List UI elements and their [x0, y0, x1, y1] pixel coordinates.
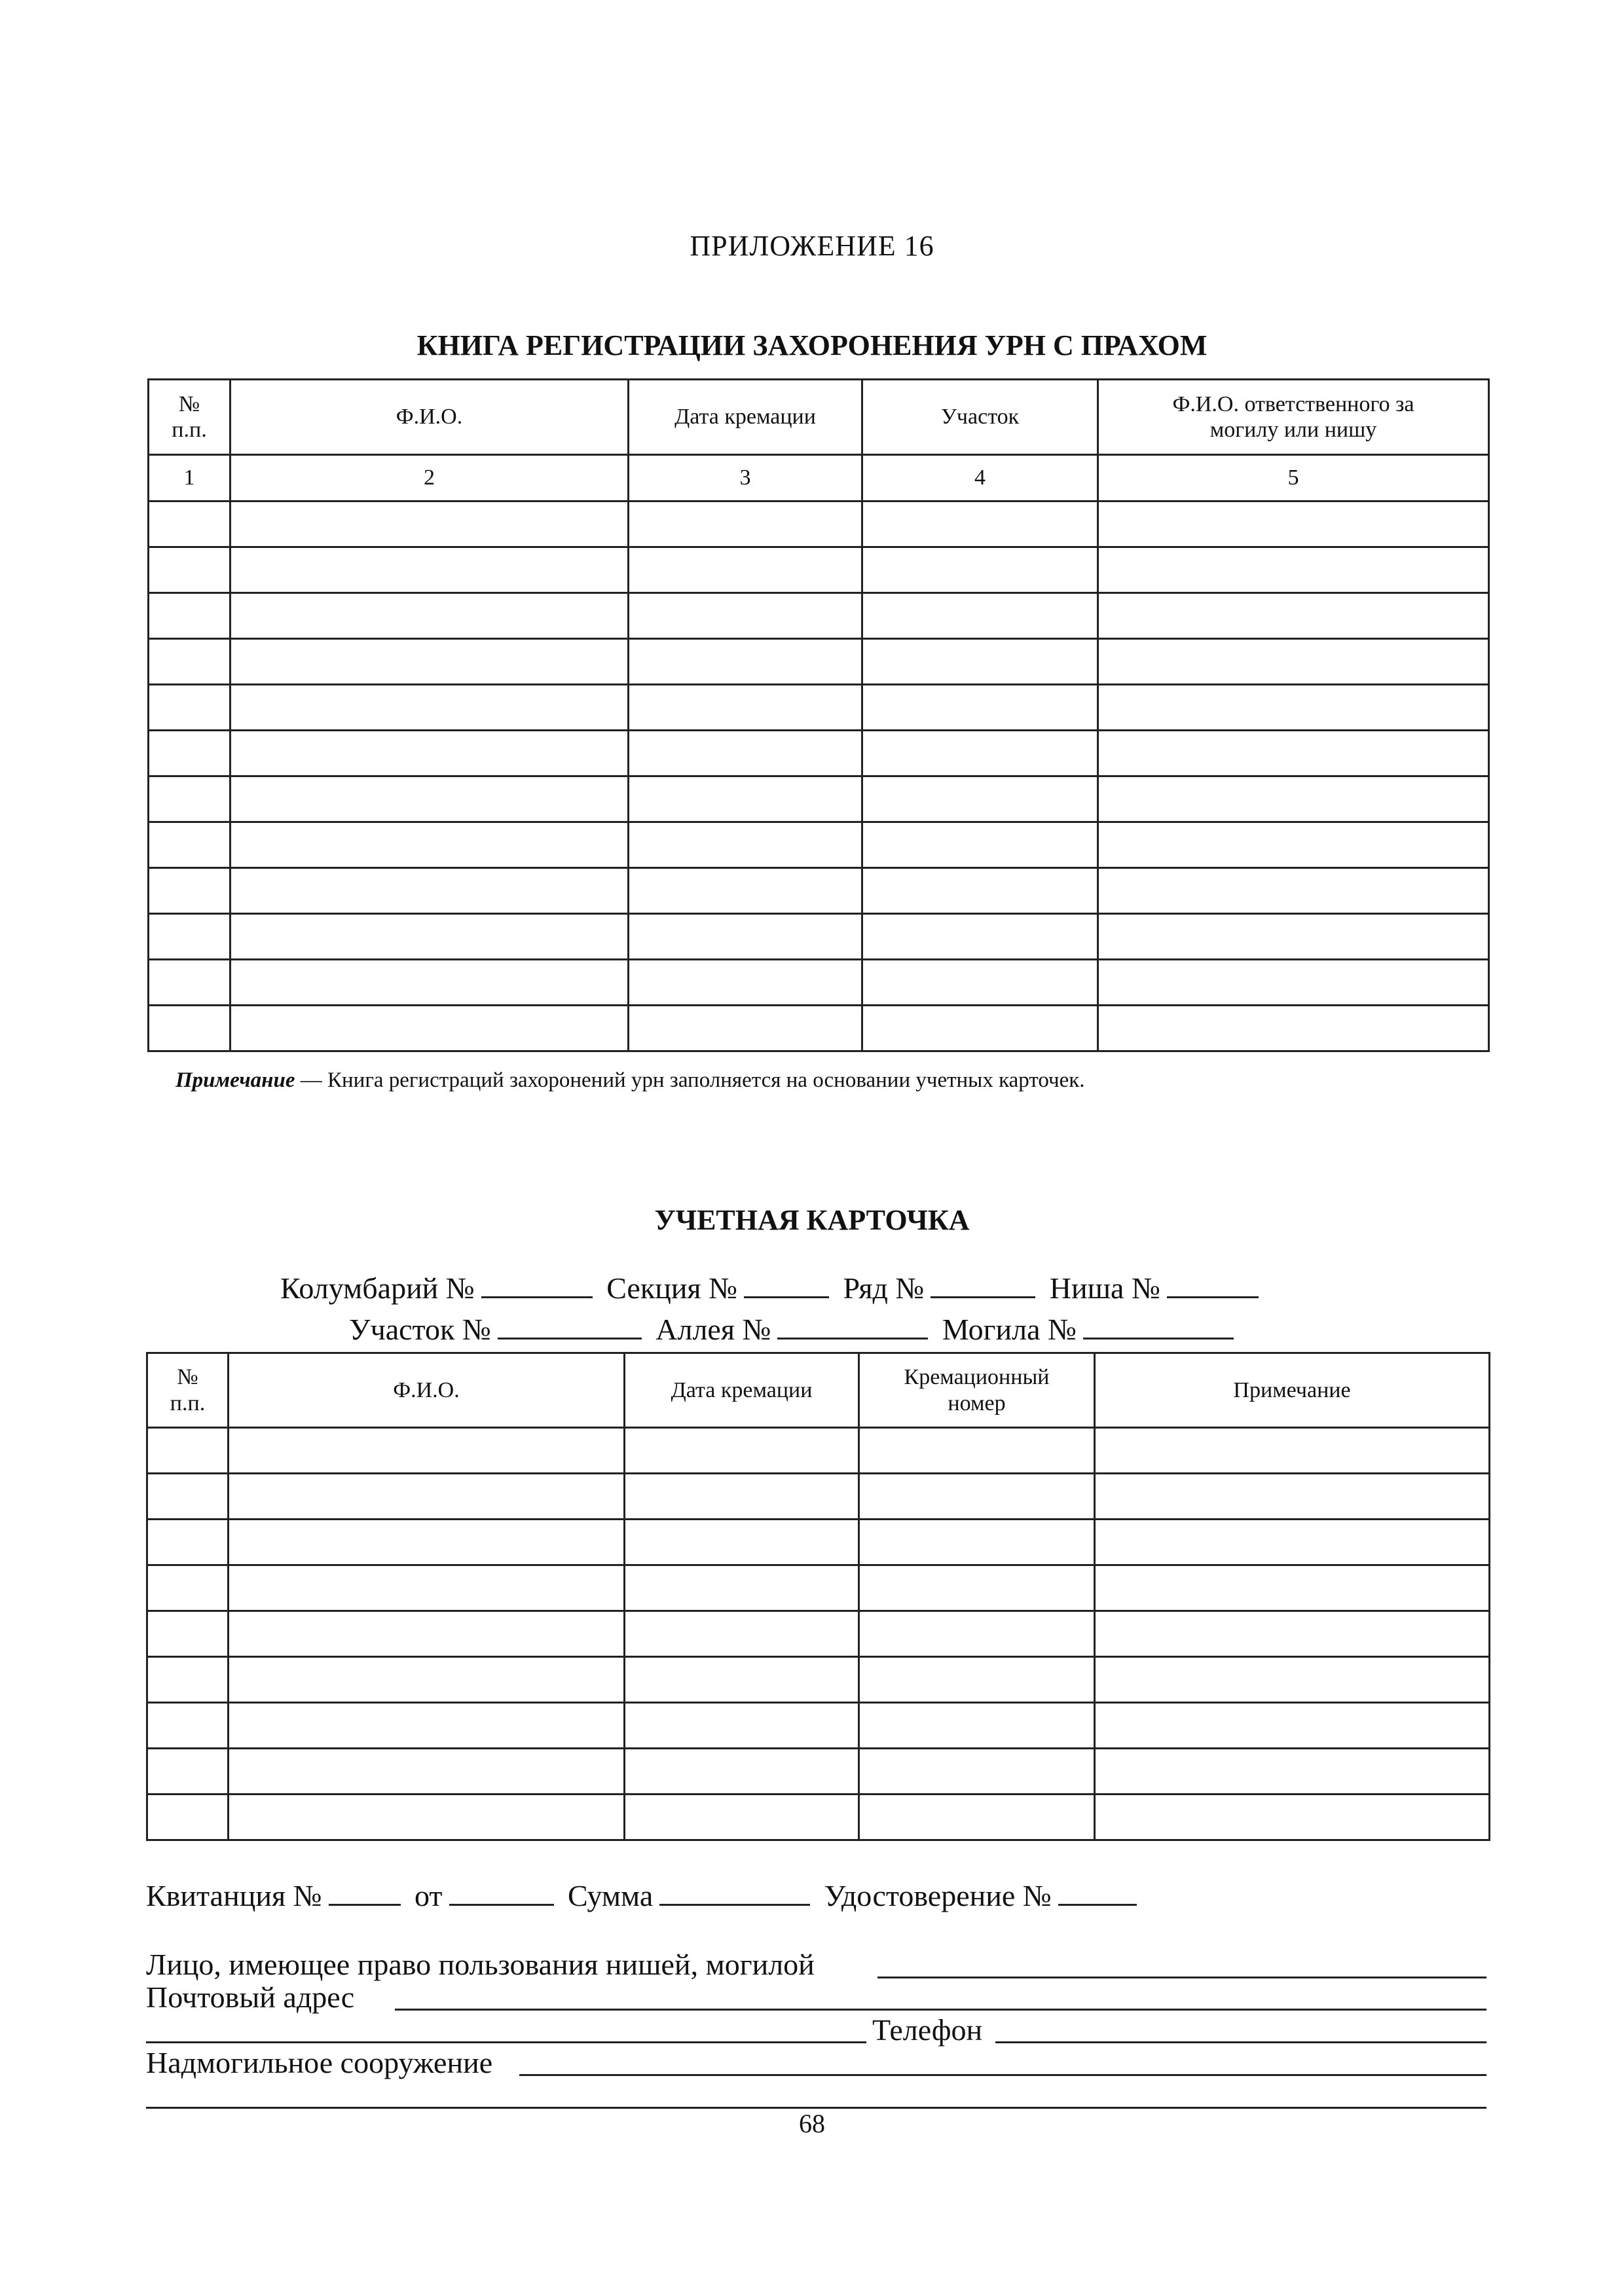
table-cell[interactable]	[859, 1657, 1095, 1703]
appendix-title: ПРИЛОЖЕНИЕ 16	[690, 230, 934, 262]
table-cell[interactable]	[231, 501, 629, 547]
table-cell[interactable]	[862, 547, 1098, 593]
table-row	[149, 822, 1489, 868]
column-number: 4	[862, 455, 1098, 501]
header-number: № п.п.	[149, 380, 231, 455]
table-cell[interactable]	[147, 1565, 229, 1611]
table-cell[interactable]	[231, 960, 629, 1006]
table-header-row	[149, 380, 1489, 455]
phone-label: Телефон	[872, 2013, 983, 2047]
table-cell[interactable]	[149, 822, 231, 868]
table-cell[interactable]	[629, 501, 862, 547]
table-cell[interactable]	[229, 1474, 625, 1520]
column-number: 1	[149, 455, 231, 501]
table-cell[interactable]	[229, 1657, 625, 1703]
table-row	[147, 1474, 1490, 1520]
table-cell[interactable]	[629, 593, 862, 639]
table-row	[149, 868, 1489, 914]
table-cell[interactable]	[859, 1749, 1095, 1795]
table-cell[interactable]	[1098, 639, 1489, 685]
alley-label: Аллея №	[655, 1313, 771, 1346]
table-cell[interactable]	[625, 1749, 859, 1795]
date-field[interactable]	[449, 1878, 554, 1906]
table-cell[interactable]	[1095, 1749, 1490, 1795]
table-cell[interactable]	[859, 1611, 1095, 1657]
phone-field[interactable]	[995, 2041, 1486, 2043]
table-cell[interactable]	[1095, 1565, 1490, 1611]
table-cell[interactable]	[149, 639, 231, 685]
table-cell[interactable]	[1095, 1795, 1490, 1840]
note-dash: —	[295, 1068, 327, 1092]
person-field[interactable]	[877, 1977, 1486, 1978]
table-cell[interactable]	[629, 685, 862, 731]
table-cell[interactable]	[231, 685, 629, 731]
table-cell[interactable]	[625, 1657, 859, 1703]
table-cell[interactable]	[229, 1795, 625, 1840]
alley-field[interactable]	[777, 1311, 928, 1339]
table-cell[interactable]	[629, 731, 862, 776]
section-label: Секция №	[606, 1271, 737, 1305]
table-cell[interactable]	[149, 685, 231, 731]
table-cell[interactable]	[625, 1474, 859, 1520]
table-cell[interactable]	[1095, 1474, 1490, 1520]
table-cell[interactable]	[149, 776, 231, 822]
table-cell[interactable]	[149, 731, 231, 776]
column-number: 3	[629, 455, 862, 501]
table-cell[interactable]	[859, 1703, 1095, 1749]
header-plot: Участок	[862, 380, 1098, 455]
section-field[interactable]	[744, 1270, 829, 1298]
address-label: Почтовый адрес	[146, 1980, 355, 2014]
table-cell[interactable]	[149, 501, 231, 547]
table-cell[interactable]	[149, 914, 231, 960]
receipt-field[interactable]	[329, 1878, 401, 1906]
table-cell[interactable]	[147, 1611, 229, 1657]
table-cell[interactable]	[862, 731, 1098, 776]
table-cell[interactable]	[147, 1428, 229, 1474]
table-cell[interactable]	[231, 914, 629, 960]
table-cell[interactable]	[231, 776, 629, 822]
table-cell[interactable]	[1098, 501, 1489, 547]
table-cell[interactable]	[862, 868, 1098, 914]
table-cell[interactable]	[149, 547, 231, 593]
table-cell[interactable]	[147, 1703, 229, 1749]
note	[175, 1068, 1085, 1093]
table-row	[147, 1749, 1490, 1795]
table-cell[interactable]	[1098, 822, 1489, 868]
header-cremation-number: Кремационный номер	[859, 1353, 1095, 1428]
table-row	[149, 501, 1489, 547]
table-cell[interactable]	[1095, 1611, 1490, 1657]
table-cell[interactable]	[229, 1749, 625, 1795]
table-cell[interactable]	[229, 1611, 625, 1657]
table-cell[interactable]	[625, 1565, 859, 1611]
table-cell[interactable]	[862, 822, 1098, 868]
certificate-field[interactable]	[1058, 1878, 1137, 1906]
monument-label: Надмогильное сооружение	[146, 2046, 493, 2079]
table-row	[149, 731, 1489, 776]
table-cell[interactable]	[147, 1474, 229, 1520]
table-header-row	[147, 1353, 1490, 1428]
table-cell[interactable]	[147, 1749, 229, 1795]
table-cell[interactable]	[629, 776, 862, 822]
table-row	[147, 1565, 1490, 1611]
table-row	[149, 914, 1489, 960]
plot-label: Участок №	[349, 1313, 491, 1346]
table-cell[interactable]	[231, 731, 629, 776]
person-label: Лицо, имеющее право пользования нишей, могилой	[146, 1948, 815, 1981]
table-cell[interactable]	[231, 868, 629, 914]
record-card-table	[146, 1352, 1490, 1841]
header-number: № п.п.	[147, 1353, 229, 1428]
table-row	[149, 1006, 1489, 1051]
niche-field[interactable]	[1167, 1270, 1259, 1298]
table-row	[147, 1611, 1490, 1657]
table-cell[interactable]	[629, 639, 862, 685]
column-number-row	[149, 455, 1489, 501]
table-row	[149, 776, 1489, 822]
sum-field[interactable]	[659, 1878, 810, 1906]
table-cell[interactable]	[1098, 914, 1489, 960]
table-cell[interactable]	[862, 639, 1098, 685]
table-cell[interactable]	[231, 639, 629, 685]
table-cell[interactable]	[149, 868, 231, 914]
table-cell[interactable]	[859, 1565, 1095, 1611]
table-row	[149, 593, 1489, 639]
table-row	[149, 547, 1489, 593]
table-cell[interactable]	[1095, 1428, 1490, 1474]
table-cell[interactable]	[1098, 593, 1489, 639]
table-cell[interactable]	[859, 1795, 1095, 1840]
table-cell[interactable]	[862, 501, 1098, 547]
table-cell[interactable]	[862, 593, 1098, 639]
table-cell[interactable]	[149, 960, 231, 1006]
card-fields-line-1	[280, 1270, 1265, 1305]
table-cell[interactable]	[147, 1795, 229, 1840]
table-cell[interactable]	[229, 1703, 625, 1749]
note-text: Книга регистраций захоронений урн заполняется на основании учетных карточек.	[327, 1068, 1085, 1092]
table-row	[149, 960, 1489, 1006]
table-cell[interactable]	[629, 547, 862, 593]
columbarium-label: Колумбарий №	[280, 1271, 475, 1305]
table-cell[interactable]	[862, 776, 1098, 822]
table-cell[interactable]	[862, 685, 1098, 731]
table-row	[147, 1428, 1490, 1474]
table-cell[interactable]	[149, 1006, 231, 1051]
table-cell[interactable]	[625, 1795, 859, 1840]
table-cell[interactable]	[629, 1006, 862, 1051]
sum-label: Сумма	[568, 1879, 654, 1912]
row-field[interactable]	[931, 1270, 1035, 1298]
table-cell[interactable]	[862, 960, 1098, 1006]
table-cell[interactable]	[231, 822, 629, 868]
table-cell[interactable]	[625, 1428, 859, 1474]
table-row	[149, 639, 1489, 685]
certificate-label: Удостоверение №	[824, 1879, 1052, 1912]
table-row	[147, 1657, 1490, 1703]
header-remarks: Примечание	[1095, 1353, 1490, 1428]
table-cell[interactable]	[625, 1520, 859, 1565]
header-responsible: Ф.И.О. ответственного за могилу или нишу	[1098, 380, 1489, 455]
header-cremation-date: Дата кремации	[625, 1353, 859, 1428]
table-cell[interactable]	[229, 1520, 625, 1565]
table-cell[interactable]	[1098, 868, 1489, 914]
columbarium-field[interactable]	[481, 1270, 593, 1298]
table-cell[interactable]	[147, 1520, 229, 1565]
table-cell[interactable]	[231, 593, 629, 639]
table-cell[interactable]	[625, 1703, 859, 1749]
header-name: Ф.И.О.	[229, 1353, 625, 1428]
registration-book-table	[147, 378, 1490, 1052]
niche-label: Ниша №	[1049, 1271, 1160, 1305]
card-fields-line-2	[349, 1311, 1240, 1347]
header-name: Ф.И.О.	[231, 380, 629, 455]
table-cell[interactable]	[859, 1428, 1095, 1474]
table-cell[interactable]	[229, 1565, 625, 1611]
from-label: от	[415, 1879, 443, 1912]
table-cell[interactable]	[1095, 1703, 1490, 1749]
table-cell[interactable]	[629, 914, 862, 960]
header-cremation-date: Дата кремации	[629, 380, 862, 455]
receipt-line	[146, 1878, 1143, 1913]
table-cell[interactable]	[859, 1520, 1095, 1565]
column-number: 5	[1098, 455, 1489, 501]
grave-field[interactable]	[1083, 1311, 1234, 1339]
grave-label: Могила №	[942, 1313, 1077, 1346]
table-cell[interactable]	[1095, 1520, 1490, 1565]
table-cell[interactable]	[1098, 731, 1489, 776]
table-cell[interactable]	[1098, 547, 1489, 593]
table-cell[interactable]	[1098, 685, 1489, 731]
note-label: Примечание	[175, 1068, 295, 1092]
table-cell[interactable]	[231, 1006, 629, 1051]
table-cell[interactable]	[149, 593, 231, 639]
table-row	[149, 685, 1489, 731]
card-title: УЧЕТНАЯ КАРТОЧКА	[654, 1204, 970, 1236]
column-number: 2	[231, 455, 629, 501]
monument-field[interactable]	[519, 2074, 1486, 2076]
table-cell[interactable]	[147, 1657, 229, 1703]
table-row	[147, 1520, 1490, 1565]
table-cell[interactable]	[1098, 960, 1489, 1006]
table-cell[interactable]	[629, 822, 862, 868]
plot-field[interactable]	[498, 1311, 642, 1339]
table-cell[interactable]	[231, 547, 629, 593]
table-cell[interactable]	[625, 1611, 859, 1657]
row-label: Ряд №	[843, 1271, 925, 1305]
book-title: КНИГА РЕГИСТРАЦИИ ЗАХОРОНЕНИЯ УРН С ПРАХОМ	[416, 329, 1208, 361]
page-number: 68	[799, 2109, 825, 2138]
table-cell[interactable]	[1098, 776, 1489, 822]
receipt-label: Квитанция №	[146, 1879, 322, 1912]
table-cell[interactable]	[229, 1428, 625, 1474]
table-cell[interactable]	[862, 914, 1098, 960]
table-row	[147, 1703, 1490, 1749]
table-cell[interactable]	[859, 1474, 1095, 1520]
table-cell[interactable]	[629, 960, 862, 1006]
table-cell[interactable]	[1095, 1657, 1490, 1703]
table-cell[interactable]	[629, 868, 862, 914]
address-field-continued[interactable]	[146, 2041, 866, 2043]
address-field[interactable]	[395, 2009, 1486, 2011]
table-cell[interactable]	[1098, 1006, 1489, 1051]
table-cell[interactable]	[862, 1006, 1098, 1051]
table-row	[147, 1795, 1490, 1840]
